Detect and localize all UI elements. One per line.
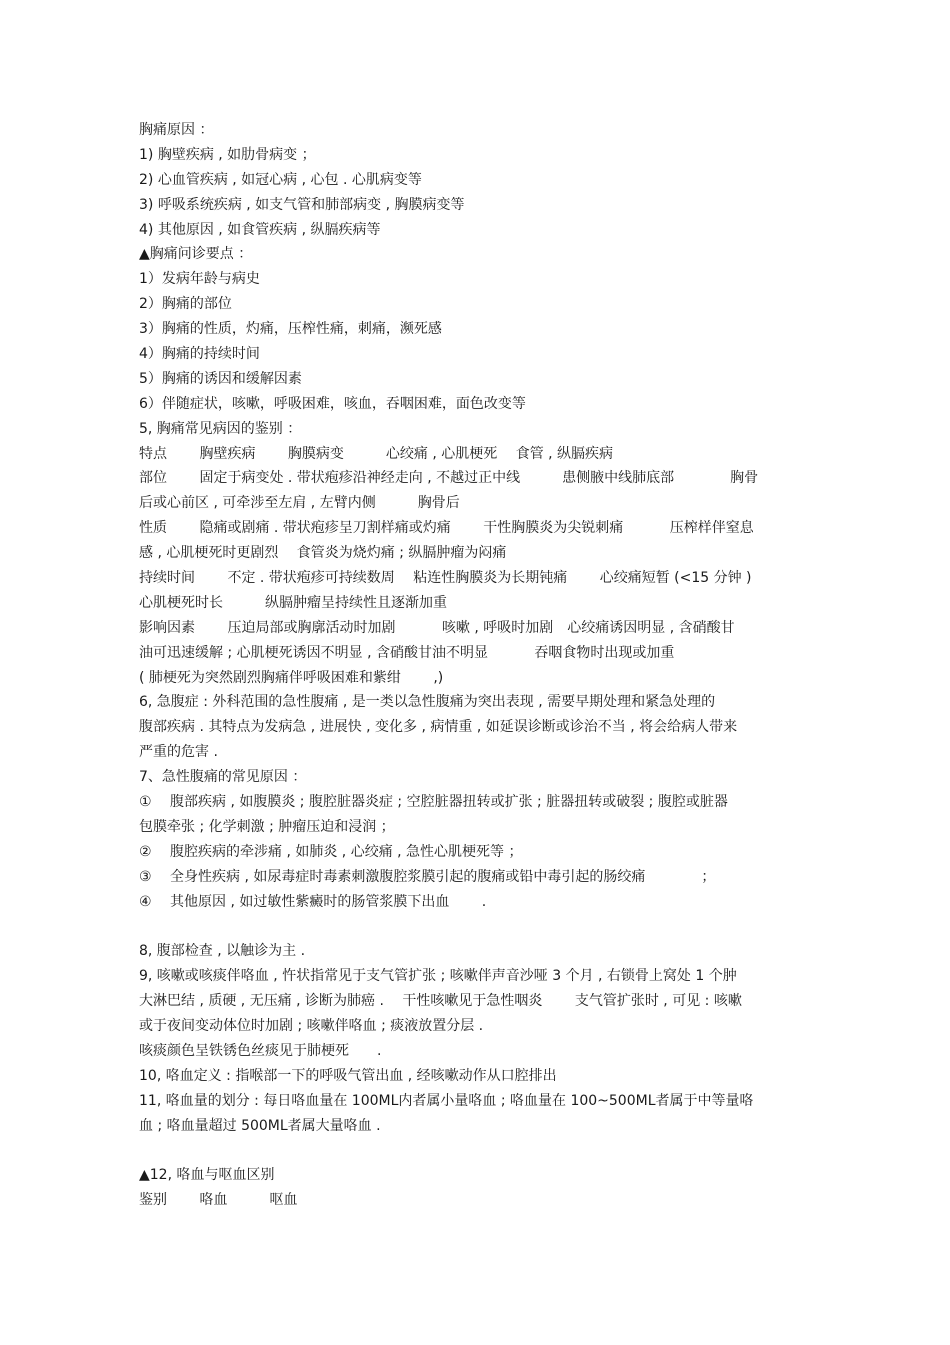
text-line: 影响因素 压迫局部或胸廓活动时加剧 咳嗽 , 呼吸时加剧 心绞痛诱因明显 , 含硝酸甘 (139, 619, 735, 636)
text-line: 3) 呼吸系统疾病 , 如支气管和肺部病变 , 胸膜病变等 (139, 196, 465, 213)
text-line: 8, 腹部检查 , 以触诊为主 . (139, 943, 306, 960)
document-body (139, 118, 811, 1213)
text-line: 血 ; 咯血量超过 500ML者属大量咯血 . (139, 1117, 381, 1134)
text-line: 5, 胸痛常见病因的鉴别 ： (139, 420, 302, 437)
text-line: 大淋巴结 , 质硬 , 无压痛 , 诊断为肺癌 . 干性咳嗽见于急性咽炎 支气管扩张时 , 可见 : 咳嗽 (139, 993, 742, 1010)
text-line: 部位 固定于病变处 . 带状疱疹沿神经走向 , 不越过正中线 患侧腋中线肺底部 胸骨 (139, 470, 759, 487)
text-line: 心肌梗死时长 纵膈肿瘤呈持续性且逐渐加重 (139, 594, 447, 611)
text-line: ① 腹部疾病 , 如腹膜炎 ; 腹腔脏器炎症 ; 空腔脏器扭转或扩张 ; 脏器扭转或破裂 ; 腹腔或脏器 (139, 794, 728, 811)
text-line: 胸痛原因 ： (139, 122, 214, 138)
text-line: 油可迅速缓解 ; 心肌梗死诱因不明显 , 含硝酸甘油不明显 吞咽食物时出现或加重 (139, 644, 675, 661)
text-line: ▲12, 咯血与呕血区别 (139, 1167, 275, 1184)
text-line: 持续时间 不定 . 带状疱疹可持续数周 粘连性胸膜炎为长期钝痛 心绞痛短暂 (<15 分钟 ) (139, 570, 752, 587)
text-line: ② 腹腔疾病的牵涉痛 , 如肺炎 , 心绞痛 , 急性心肌梗死等 ； (139, 843, 523, 860)
text-line: 咳痰颜色呈铁锈色丝痰见于肺梗死 . (139, 1042, 382, 1059)
text-line: 9, 咳嗽或咳痰伴咯血 , 忤状指常见于支气管扩张 ; 咳嗽伴声音沙哑 3 个月 , 右锁骨上窝处 1 个肿 (139, 968, 737, 985)
text-line: ( 肺梗死为突然剧烈胸痛伴呼吸困难和紫绀 ,) (139, 669, 444, 686)
text-line: 6）伴随症状，咳嗽，呼吸困难，咳血，吞咽困难，面色改变等 (139, 395, 526, 412)
text-line: 后或心前区 , 可牵涉至左肩 , 左臂内侧 胸骨后 (139, 495, 460, 512)
text-line: 腹部疾病 . 其特点为发病急 , 进展快 , 变化多 , 病情重 , 如延误诊断或诊治不当 , 将会给病人带来 (139, 719, 738, 736)
text-line: 性质 隐痛或剧痛 . 带状疱疹呈刀割样痛或灼痛 干性胸膜炎为尖锐刺痛 压榨样伴窒息 (139, 520, 754, 537)
text-line: 或于夜间变动体位时加剧 ; 咳嗽伴咯血 ; 痰液放置分层 . (139, 1018, 484, 1035)
text-line: 4) 其他原因 , 如食管疾病 , 纵膈疾病等 (139, 221, 381, 238)
text-line: 6, 急腹症 : 外科范围的急性腹痛 , 是一类以急性腹痛为突出表现 , 需要早期处理和紧急处理的 (139, 694, 716, 711)
text-line: ▲胸痛问诊要点 ： (139, 246, 253, 263)
text-line: 包膜牵张 ; 化学刺激 ; 肿瘤压迫和浸润 ； (139, 818, 395, 835)
text-line: 11, 咯血量的划分 : 每日咯血量在 100ML内者属小量咯血 ; 咯血量在 100~500ML者属于中等量咯 (139, 1092, 754, 1109)
text-line: 特点 胸壁疾病 胸膜病变 心绞痛 , 心肌梗死 食管 , 纵膈疾病 (139, 445, 614, 462)
text-line: 10, 咯血定义 : 指喉部一下的呼吸气管出血 , 经咳嗽动作从口腔排出 (139, 1067, 557, 1084)
text-line: 2) 心血管疾病 , 如冠心病 , 心包 . 心肌病变等 (139, 171, 422, 188)
text-line: 1）发病年龄与病史 (139, 271, 260, 288)
text-line: ③ 全身性疾病 , 如尿毒症时毒素刺激腹腔浆膜引起的腹痛或铅中毒引起的肠绞痛 ； (139, 868, 716, 885)
text-line: 4）胸痛的持续时间 (139, 346, 260, 363)
text-line: 3）胸痛的性质，灼痛，压榨性痛，刺痛，濒死感 (139, 321, 442, 338)
text-line: 5）胸痛的诱因和缓解因素 (139, 370, 302, 387)
text-line: 2）胸痛的部位 (139, 296, 232, 313)
blank-line (139, 915, 811, 940)
text-line: 感 , 心肌梗死时更剧烈 食管炎为烧灼痛 ; 纵膈肿瘤为闷痛 (139, 545, 507, 562)
text-line: 鉴别 咯血 呕血 (139, 1192, 298, 1209)
text-line: 7、急性腹痛的常见原因 ： (139, 769, 307, 786)
blank-line (139, 1139, 811, 1164)
text-line: 1) 胸壁疾病 , 如肋骨病变 ； (139, 146, 316, 163)
text-line: ④ 其他原因 , 如过敏性紫癜时的肠管浆膜下出血 . (139, 893, 487, 910)
text-line: 严重的危害 . (139, 744, 218, 761)
